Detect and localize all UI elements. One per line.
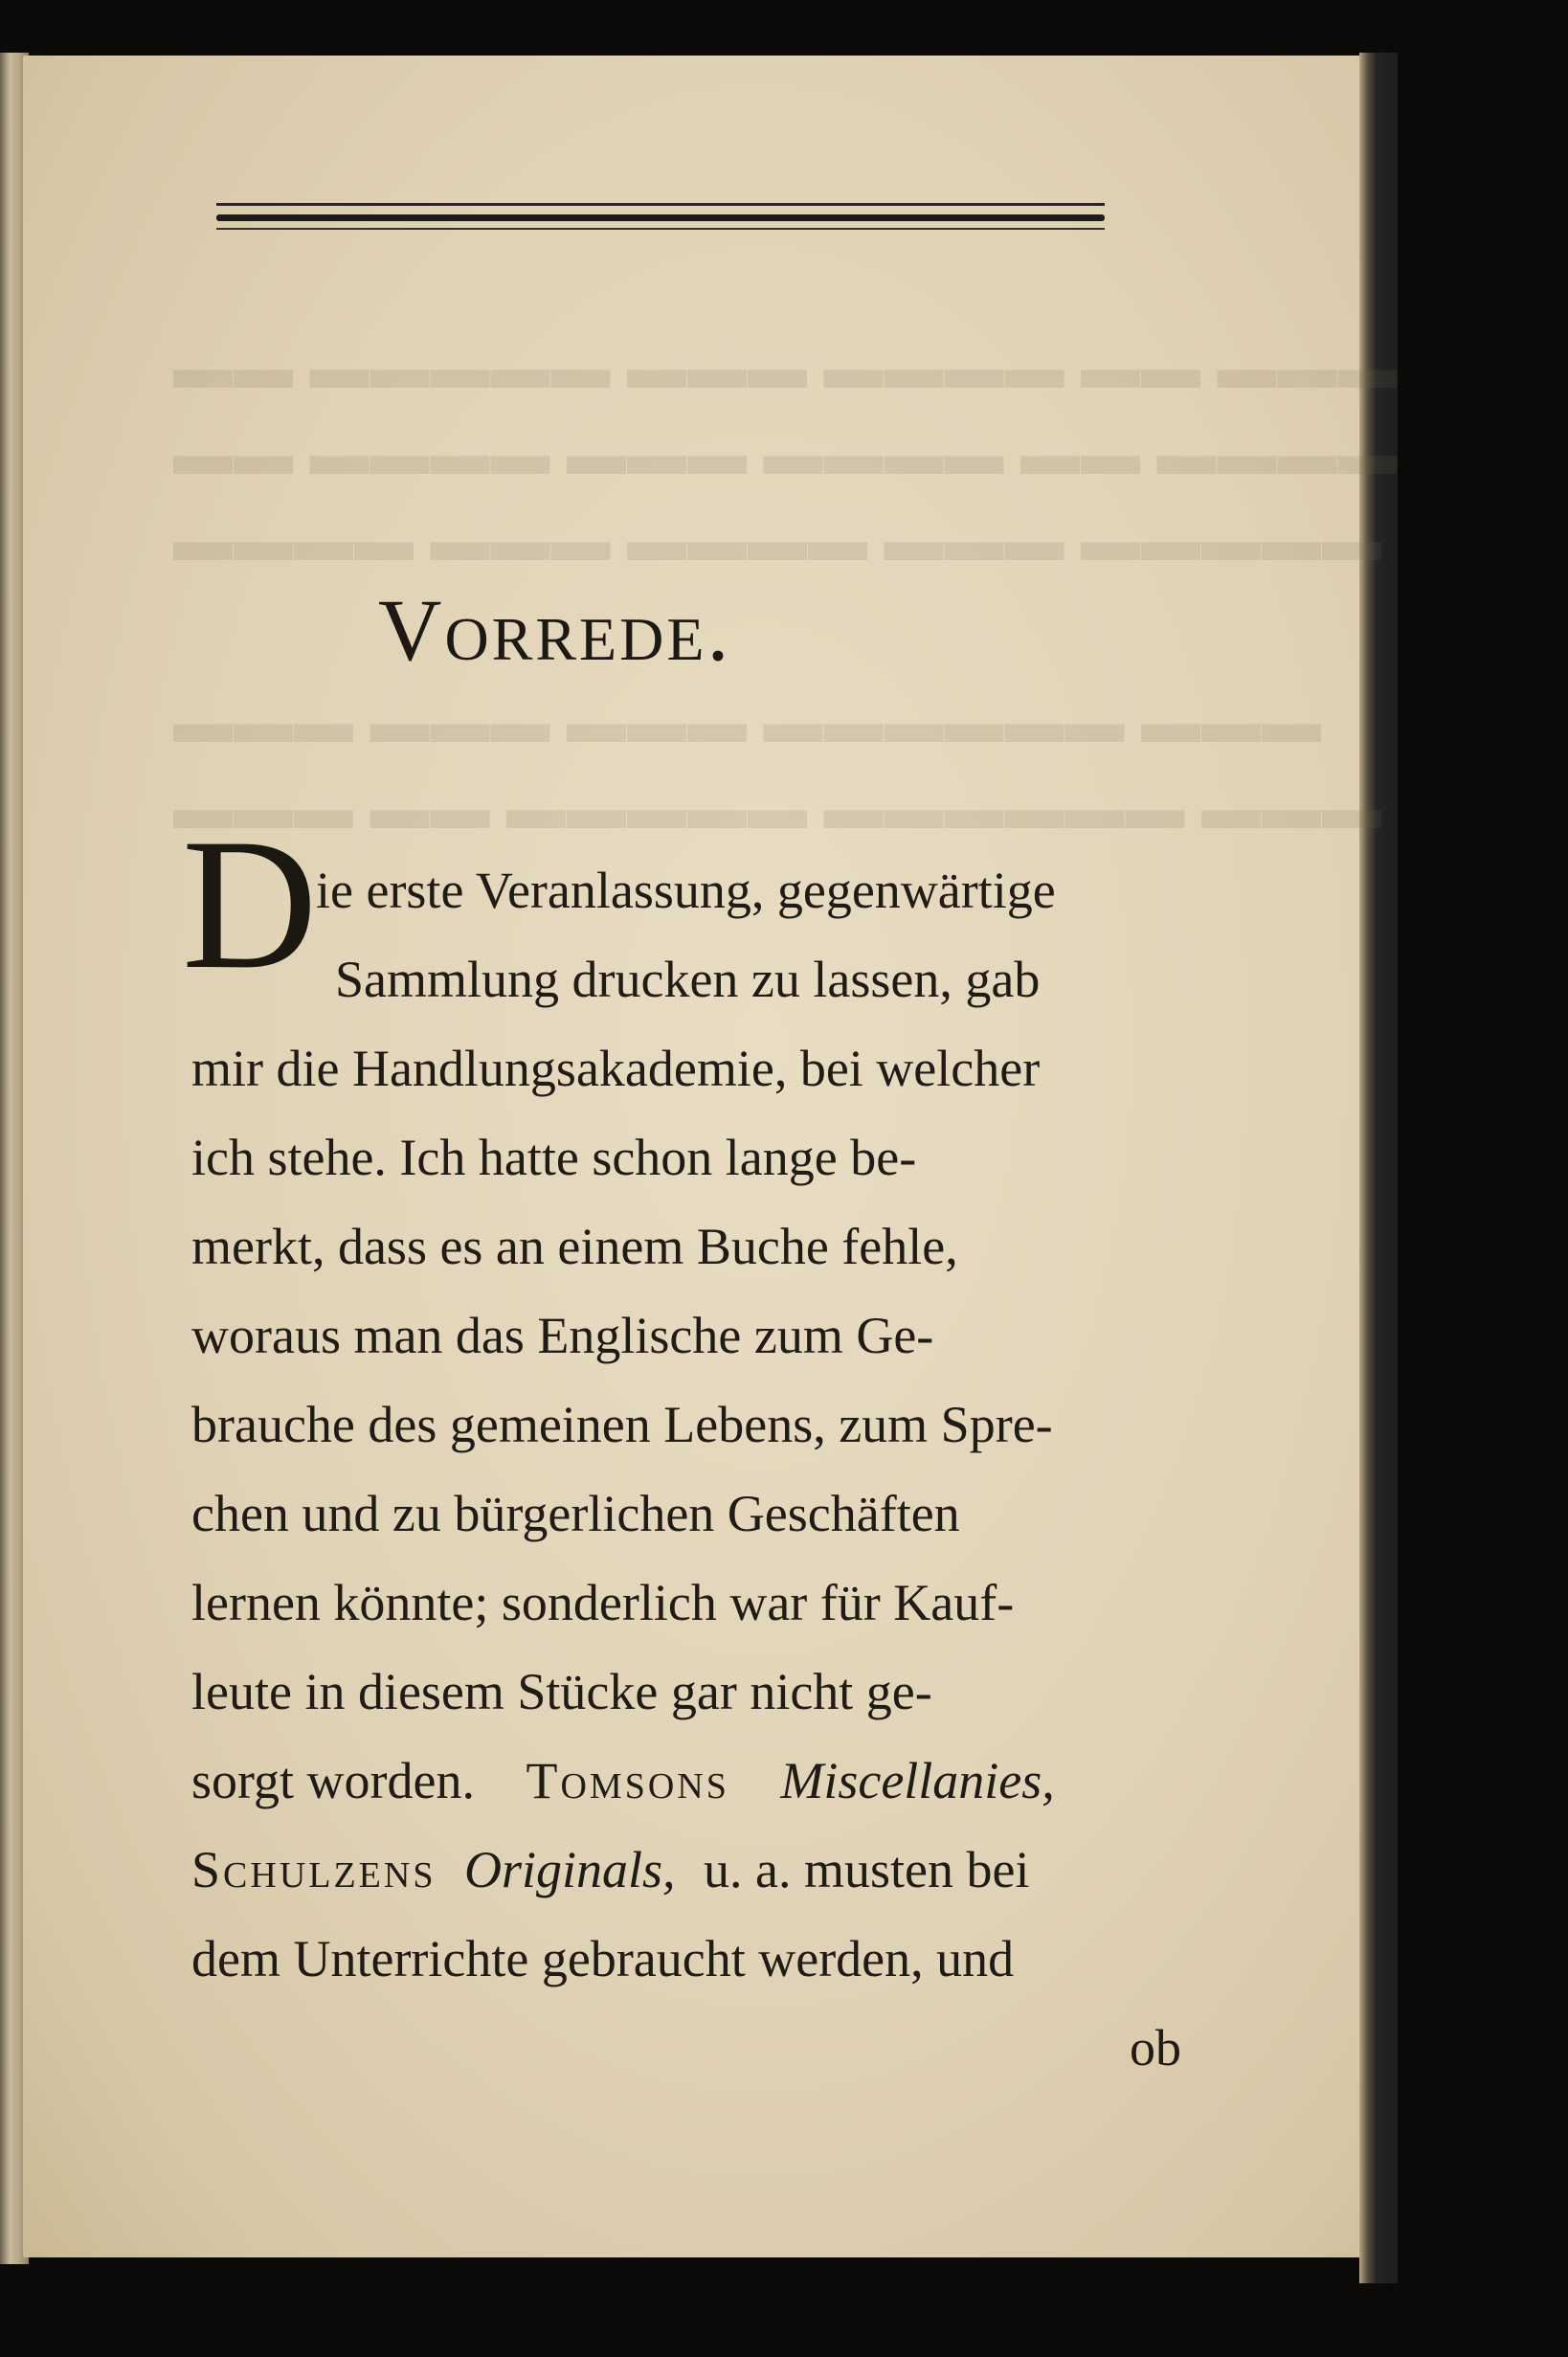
show-through-decoration: ▬▬▬ ▬▬▬▬▬▬ ▬▬▬ ▬▬▬ ▬▬▬ bbox=[172, 690, 1321, 755]
header-rule bbox=[216, 203, 1105, 206]
work-title: Miscellanies, bbox=[780, 1752, 1055, 1809]
text-line: leute in diesem Stücke gar nicht ge- bbox=[191, 1663, 932, 1720]
text-line: ie erste Veranlassung, gegenwärtige bbox=[316, 862, 1056, 919]
text-line: woraus man das Englische zum Ge- bbox=[191, 1307, 934, 1364]
text-line: chen und zu bürgerlichen Geschäften bbox=[191, 1485, 960, 1542]
show-through-decoration: ▬▬▬▬ ▬▬ ▬▬▬▬ ▬▬▬ ▬▬▬▬ ▬▬ bbox=[172, 422, 1398, 487]
text-fragment: sorgt worden. bbox=[191, 1752, 475, 1809]
work-title: Originals, bbox=[463, 1841, 676, 1898]
header-rule bbox=[216, 214, 1105, 221]
text-line: merkt, dass es an einem Buche fehle, bbox=[191, 1218, 958, 1275]
text-line: Sammlung drucken zu lassen, gab bbox=[335, 951, 1041, 1008]
text-line: lernen könnte; sonderlich war für Kauf- bbox=[191, 1574, 1015, 1631]
text-fragment: u. a. musten bei bbox=[704, 1841, 1030, 1898]
catchword: ob bbox=[1130, 2019, 1181, 2076]
text-line: brauche des gemeinen Lebens, zum Spre- bbox=[191, 1396, 1053, 1453]
text-line bbox=[191, 1827, 1029, 1913]
page-title: Vorrede. bbox=[378, 581, 732, 679]
header-rule bbox=[216, 228, 1105, 230]
text-line: ich stehe. Ich hatte schon lange be- bbox=[191, 1129, 917, 1186]
show-through-decoration: ▬▬▬ ▬▬ ▬▬▬▬ ▬▬▬ ▬▬▬▬▬ ▬▬ bbox=[172, 336, 1398, 401]
text-line: mir die Handlungsakademie, bei welcher bbox=[191, 1040, 1041, 1097]
show-through-decoration: ▬▬▬ ▬▬▬▬▬▬ ▬▬▬▬▬ ▬▬ ▬▬▬ bbox=[172, 776, 1381, 842]
show-through-decoration: ▬▬▬▬▬ ▬▬▬ ▬▬▬▬ ▬▬▬ ▬▬▬▬ bbox=[172, 508, 1381, 573]
drop-cap: D bbox=[182, 800, 318, 1008]
text-line: dem Unterrichte gebraucht werden, und bbox=[191, 1930, 1015, 1987]
author-name: Schulzens bbox=[191, 1841, 437, 1898]
text-line bbox=[191, 1738, 1055, 1824]
author-name: Tomsons bbox=[526, 1752, 729, 1809]
